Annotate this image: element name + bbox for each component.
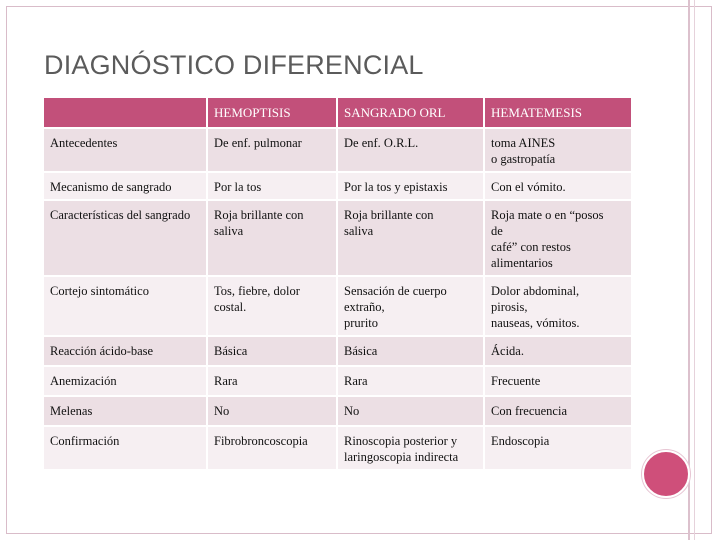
cell-text: Dolor abdominal, bbox=[491, 284, 580, 298]
decorative-rule bbox=[688, 0, 690, 540]
table-cell bbox=[207, 366, 337, 396]
cell-text: café” con restos bbox=[491, 240, 571, 254]
row-label: Cortejo sintomático bbox=[44, 276, 207, 336]
accent-circle bbox=[642, 450, 690, 498]
differential-table bbox=[44, 98, 633, 471]
table-row bbox=[44, 396, 632, 426]
table-cell bbox=[207, 396, 337, 426]
cell-text: extraño, bbox=[344, 300, 385, 314]
table-row bbox=[44, 366, 632, 396]
table-cell bbox=[207, 336, 337, 366]
table-cell bbox=[484, 172, 632, 200]
column-header bbox=[44, 98, 207, 128]
cell-text: Fibrobroncoscopia bbox=[214, 434, 308, 448]
table-cell bbox=[207, 276, 337, 336]
cell-text: costal. bbox=[214, 300, 247, 314]
page-title: DIAGNÓSTICO DIFERENCIAL bbox=[44, 50, 424, 80]
table-cell bbox=[484, 276, 632, 336]
table-cell bbox=[207, 172, 337, 200]
cell-text: De enf. pulmonar bbox=[214, 136, 302, 150]
row-label: Características del sangrado bbox=[44, 200, 207, 276]
cell-text: saliva bbox=[344, 224, 374, 238]
cell-text: Rinoscopia posterior y bbox=[344, 434, 458, 448]
cell-text: Por la tos y epistaxis bbox=[344, 180, 448, 194]
cell-text: Básica bbox=[344, 344, 378, 358]
table-row bbox=[44, 276, 632, 336]
table-cell bbox=[484, 336, 632, 366]
table-row bbox=[44, 172, 632, 200]
cell-text: de bbox=[491, 224, 503, 238]
row-label: Reacción ácido-base bbox=[44, 336, 207, 366]
table-cell bbox=[484, 396, 632, 426]
table-cell bbox=[484, 200, 632, 276]
cell-text: pirosis, bbox=[491, 300, 528, 314]
cell-text: No bbox=[344, 404, 360, 418]
cell-text: toma AINES bbox=[491, 136, 556, 150]
row-label: Anemización bbox=[44, 366, 207, 396]
row-label: Antecedentes bbox=[44, 128, 207, 172]
table-cell bbox=[337, 396, 484, 426]
cell-text: Rara bbox=[214, 374, 238, 388]
cell-text: De enf. O.R.L. bbox=[344, 136, 419, 150]
table-cell bbox=[207, 426, 337, 470]
cell-text: Frecuente bbox=[491, 374, 541, 388]
table-header-row bbox=[44, 98, 632, 128]
cell-text: saliva bbox=[214, 224, 244, 238]
row-label: Mecanismo de sangrado bbox=[44, 172, 207, 200]
table-cell bbox=[337, 172, 484, 200]
table-cell bbox=[337, 366, 484, 396]
column-header: SANGRADO ORL bbox=[337, 98, 484, 128]
cell-text: No bbox=[214, 404, 230, 418]
table-row bbox=[44, 200, 632, 276]
table-cell bbox=[484, 366, 632, 396]
cell-text: Básica bbox=[214, 344, 248, 358]
table-cell bbox=[337, 128, 484, 172]
cell-text: Con el vómito. bbox=[491, 180, 566, 194]
column-header: HEMOPTISIS bbox=[207, 98, 337, 128]
cell-text: Roja mate o en “posos bbox=[491, 208, 604, 222]
table-cell bbox=[337, 426, 484, 470]
table-cell bbox=[337, 276, 484, 336]
row-label: Confirmación bbox=[44, 426, 207, 470]
cell-text: Sensación de cuerpo bbox=[344, 284, 447, 298]
cell-text: Ácida. bbox=[491, 344, 524, 358]
cell-text: Rara bbox=[344, 374, 368, 388]
table-cell bbox=[207, 128, 337, 172]
cell-text: Roja brillante con bbox=[214, 208, 304, 222]
table-cell bbox=[484, 426, 632, 470]
table-row bbox=[44, 426, 632, 470]
table-row bbox=[44, 128, 632, 172]
cell-text: Roja brillante con bbox=[344, 208, 434, 222]
cell-text: Tos, fiebre, dolor bbox=[214, 284, 300, 298]
table-body bbox=[44, 128, 632, 470]
cell-text: o gastropatía bbox=[491, 152, 556, 166]
cell-text: Por la tos bbox=[214, 180, 262, 194]
cell-text: prurito bbox=[344, 316, 379, 330]
cell-text: Con frecuencia bbox=[491, 404, 568, 418]
table-cell bbox=[484, 128, 632, 172]
cell-text: nauseas, vómitos. bbox=[491, 316, 580, 330]
cell-text: laringoscopia indirecta bbox=[344, 450, 459, 464]
row-label: Melenas bbox=[44, 396, 207, 426]
decorative-rule bbox=[694, 0, 695, 540]
cell-text: alimentarios bbox=[491, 256, 553, 270]
table-cell bbox=[207, 200, 337, 276]
table-cell bbox=[337, 336, 484, 366]
column-header: HEMATEMESIS bbox=[484, 98, 632, 128]
cell-text: Endoscopia bbox=[491, 434, 550, 448]
table-cell bbox=[337, 200, 484, 276]
table-row bbox=[44, 336, 632, 366]
